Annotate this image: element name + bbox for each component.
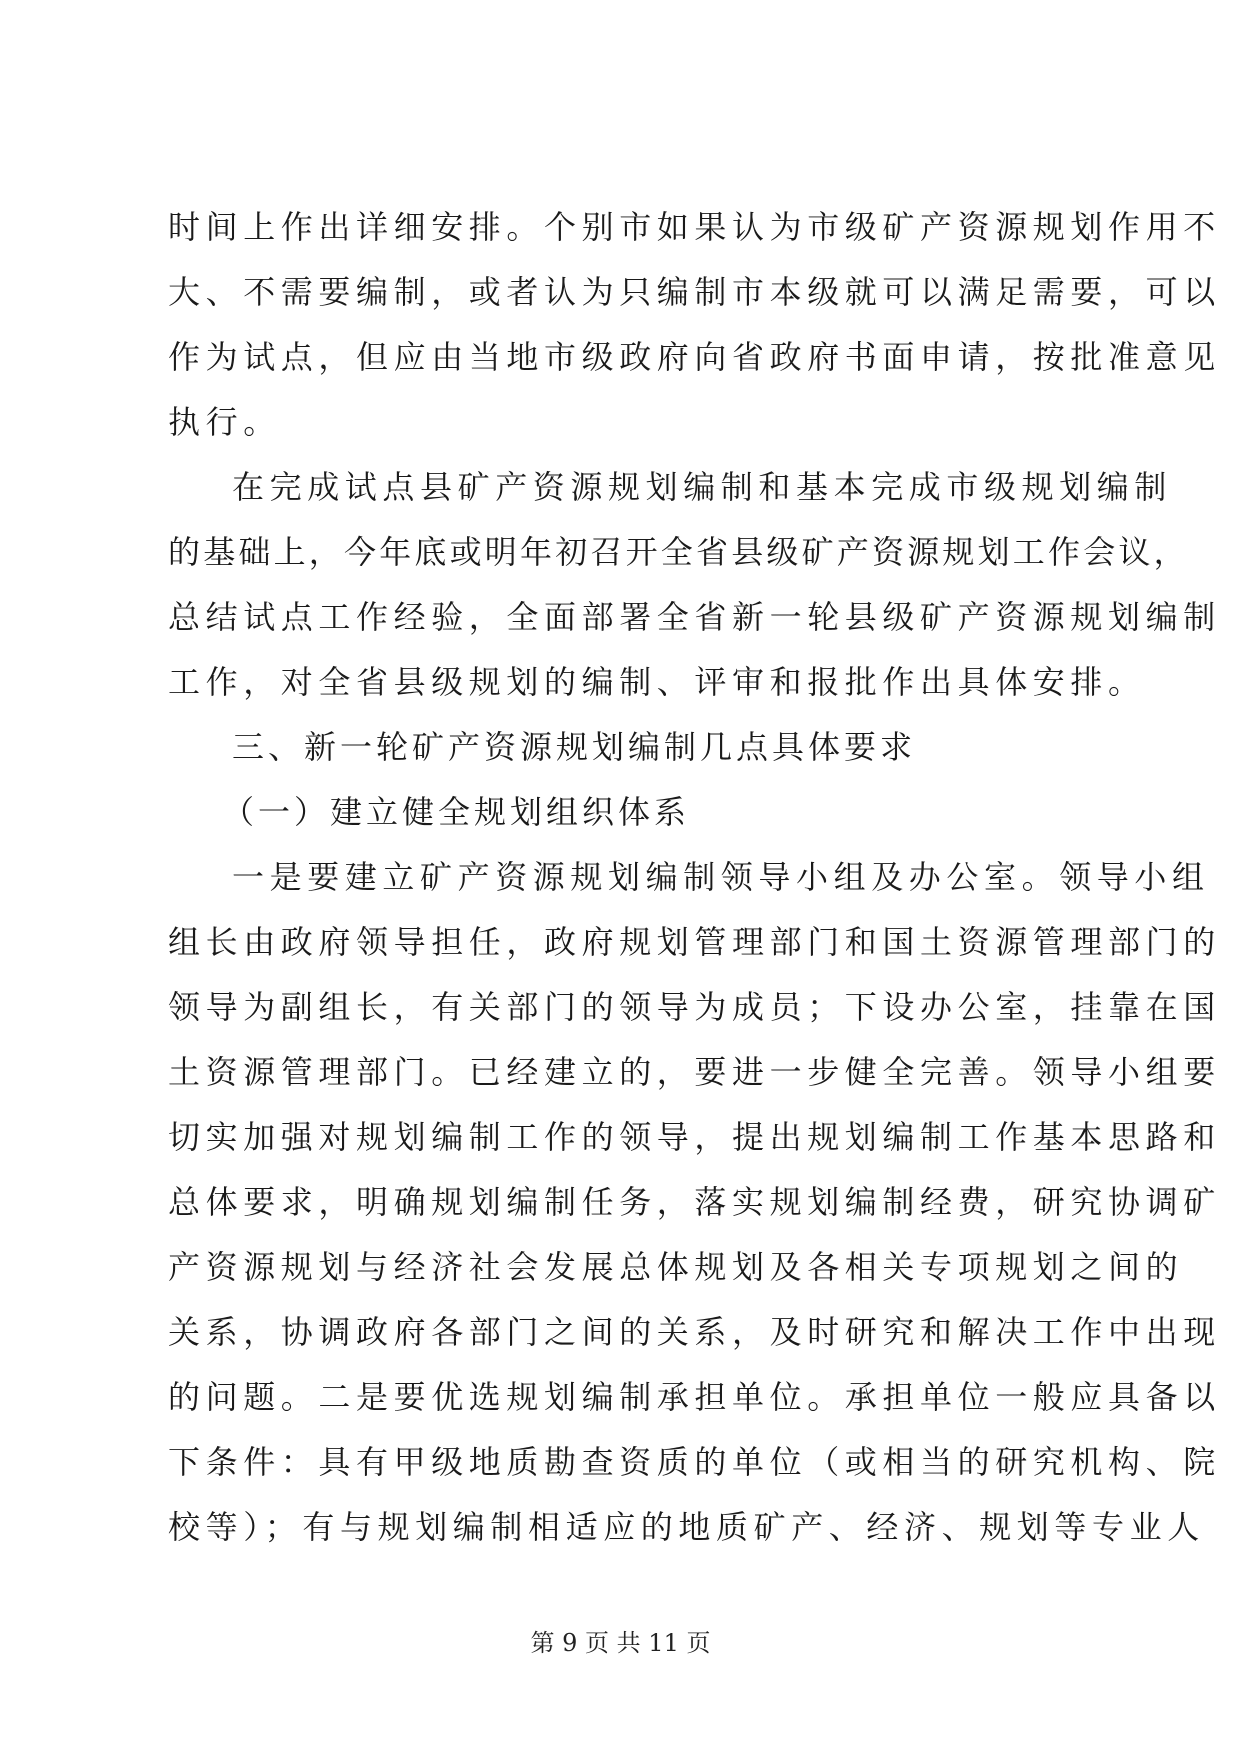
- page-number-footer: 第 9 页 共 11 页: [530, 1629, 711, 1657]
- paragraph-line: 切实加强对规划编制工作的领导，提出规划编制工作基本思路和: [168, 1118, 1221, 1156]
- paragraph-line: 组长由政府领导担任，政府规划管理部门和国土资源管理部门的: [168, 923, 1221, 961]
- paragraph-line: 工作，对全省县级规划的编制、评审和报批作出具体安排。: [168, 663, 1146, 701]
- paragraph-line: 产资源规划与经济社会发展总体规划及各相关专项规划之间的: [168, 1248, 1184, 1286]
- subsection-heading: （一）建立健全规划组织体系: [222, 793, 691, 831]
- paragraph-line: 下条件：具有甲级地质勘查资质的单位（或相当的研究机构、院: [168, 1443, 1221, 1481]
- paragraph-line: 在完成试点县矿产资源规划编制和基本完成市级规划编制: [232, 468, 1173, 506]
- paragraph-line: 的基础上，今年底或明年初召开全省县级矿产资源规划工作会议，: [168, 533, 1189, 571]
- paragraph-line: 执行。: [168, 403, 281, 441]
- paragraph-line: 大、不需要编制，或者认为只编制市本级就可以满足需要，可以: [168, 273, 1221, 311]
- paragraph-line: 校等）；有与规划编制相适应的地质矿产、经济、规划等专业人: [168, 1508, 1205, 1546]
- paragraph-line: 时间上作出详细安排。个别市如果认为市级矿产资源规划作用不: [168, 208, 1221, 246]
- paragraph-line: 土资源管理部门。已经建立的，要进一步健全完善。领导小组要: [168, 1053, 1221, 1091]
- paragraph-line: 作为试点，但应由当地市级政府向省政府书面申请，按批准意见: [168, 338, 1221, 376]
- paragraph-line: 领导为副组长，有关部门的领导为成员；下设办公室，挂靠在国: [168, 988, 1221, 1026]
- paragraph-line: 关系，协调政府各部门之间的关系，及时研究和解决工作中出现: [168, 1313, 1221, 1351]
- paragraph-line: 总结试点工作经验，全面部署全省新一轮县级矿产资源规划编制: [168, 598, 1221, 636]
- section-heading: 三、新一轮矿产资源规划编制几点具体要求: [232, 728, 917, 766]
- paragraph-line: 一是要建立矿产资源规划编制领导小组及办公室。领导小组: [232, 858, 1210, 896]
- paragraph-line: 总体要求，明确规划编制任务，落实规划编制经费，研究协调矿: [168, 1183, 1221, 1221]
- paragraph-line: 的问题。二是要优选规划编制承担单位。承担单位一般应具备以: [168, 1378, 1221, 1416]
